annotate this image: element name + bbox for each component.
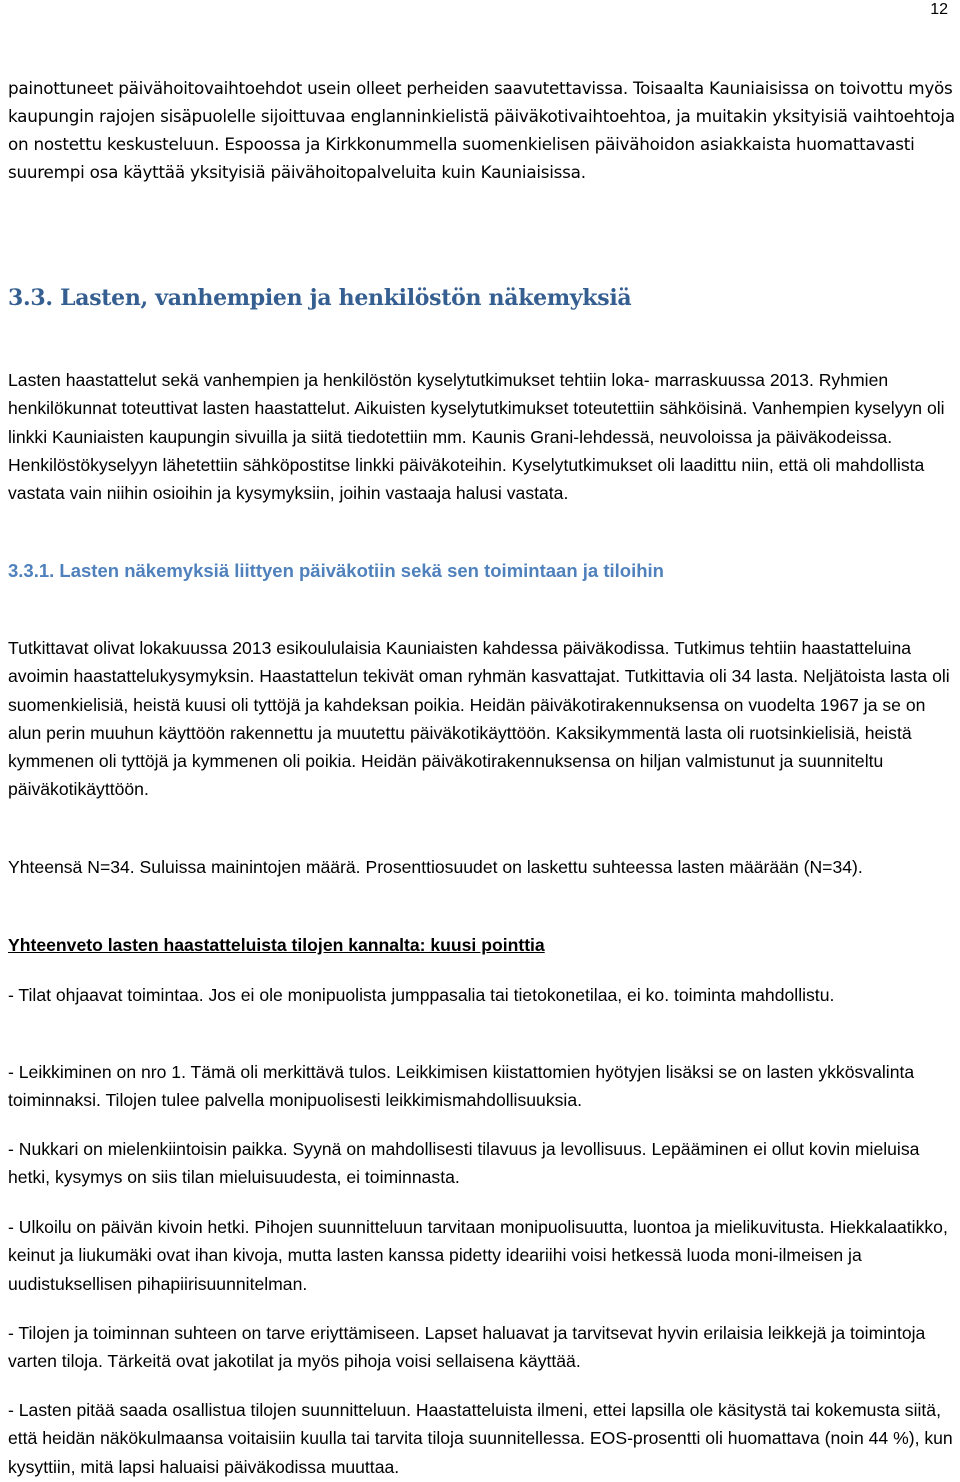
summary-point: - Leikkiminen on nro 1. Tämä oli merkittävä tulos. Leikkimisen kiistattomien hyötyjen lisäksi se on lasten ykkösvalinta toiminnaksi. Tilojen tulee palvella monipuolisesti leikkimismahdollisuuksia.: [8, 1062, 915, 1111]
page-number: 12: [930, 1, 948, 18]
intro-paragraph: painottuneet päivähoitovaihtoehdot usein olleet perheiden saavutettavissa. Toisaalta Kauniaisissa on toivottu myös kaupungin rajojen sisäpuolelle sijoittuvaa englanninkielistä päiväkotivaihtoehtoa, ja muitakin yksityisiä vaihtoehtoja on nostettu keskusteluun. Espoossa ja Kirkkonummella suomenkielisen päivähoidon asiakkaista huomattavasti suurempi osa käyttää yksityisiä päivähoitopalveluita kuin Kauniaisissa.: [8, 78, 955, 182]
totals-paragraph: Yhteensä N=34. Suluissa mainintojen määrä. Prosenttiosuudet on laskettu suhteessa lasten määrään (N=34).: [8, 857, 863, 877]
section-heading: 3.3. Lasten, vanhempien ja henkilöstön näkemyksiä: [8, 285, 632, 311]
section-paragraph: Lasten haastattelut sekä vanhempien ja henkilöstön kyselytutkimukset tehtiin loka- marraskuussa 2013. Ryhmien henkilökunnat toteuttivat lasten haastattelut. Aikuisten kyselytutkimukset toteutettiin sähköisinä. Vanhempien kyselyyn oli linkki Kauniaisten kaupungin sivuilla ja siitä tiedotettiin mm. Kaunis Grani-lehdessä, neuvoloissa ja päiväkodeissa. Henkilöstökyselyyn lähetettiin sähköpostitse linkki päiväkoteihin. Kyselytutkimukset oli laadittu niin, että oli mahdollista vastata vain niihin osioihin ja kysymyksiin, joihin vastaaja halusi vastata.: [8, 370, 945, 504]
summary-point: - Ulkoilu on päivän kivoin hetki. Pihojen suunnitteluun tarvitaan monipuolisuutta, luontoa ja mielikuvitusta. Hiekkalaatikko, keinut ja liukumäki ovat ihan kivoja, mutta lasten kanssa pidetty ideariihi voisi hetkessä luoda moni-ilmeisen ja uudistuksellisen pihapiirisuunnitelman.: [8, 1217, 948, 1294]
subsection-paragraph: Tutkittavat olivat lokakuussa 2013 esikoululaisia Kauniaisten kahdessa päiväkodissa. Tutkimus tehtiin haastatteluina avoimin haastattelukysymyksin. Haastattelun tekivät oman ryhmän kasvattajat. Tutkittavia oli 34 lasta. Neljätoista lasta oli suomenkielisiä, heistä kuusi oli tyttöjä ja kahdeksan poikia. Heidän päiväkotirakennuksensa on vuodelta 1967 ja se on alun perin muuhun käyttöön rakennettu ja muutettu päiväkotikäyttöön. Kaksikymmentä lasta oli ruotsinkielisiä, heistä kymmenen oli tyttöjä ja kymmenen oli poikia. Heidän päiväkotirakennuksensa on hiljan valmistunut ja suunniteltu päiväkotikäyttöön.: [8, 638, 950, 800]
summary-point: - Nukkari on mielenkiintoisin paikka. Syynä on mahdollisesti tilavuus ja levollisuus. Lepääminen ei ollut kovin mieluisa hetki, kysymys on siis tilan mieluisuudesta, ei toiminnasta.: [8, 1139, 920, 1188]
summary-heading: Yhteenveto lasten haastatteluista tilojen kannalta: kuusi pointtia: [8, 935, 545, 955]
summary-point: - Tilat ohjaavat toimintaa. Jos ei ole monipuolista jumppasalia tai tietokonetilaa, ei ko. toiminta mahdollistu.: [8, 985, 835, 1005]
summary-point: - Tilojen ja toiminnan suhteen on tarve eriyttämiseen. Lapset haluavat ja tarvitsevat hyvin erilaisia leikkejä ja toimintoja varten tiloja. Tärkeitä ovat jakotilat ja myös pihoja voisi sellaisena käyttää.: [8, 1323, 926, 1372]
summary-point: - Lasten pitää saada osallistua tilojen suunnitteluun. Haastatteluista ilmeni, ettei lapsilla ole käsitystä tai kokemusta siitä, että heidän näkökulmaansa voitaisiin kuulla tai tarvita tiloja suunnitellessa. EOS-prosentti oli huomattava (noin 44 %), kun kysyttiin, mitä lapsi haluaisi päiväkodissa muuttaa.: [8, 1400, 953, 1477]
subsection-heading: 3.3.1. Lasten näkemyksiä liittyen päiväkotiin sekä sen toimintaan ja tiloihin: [8, 560, 664, 581]
